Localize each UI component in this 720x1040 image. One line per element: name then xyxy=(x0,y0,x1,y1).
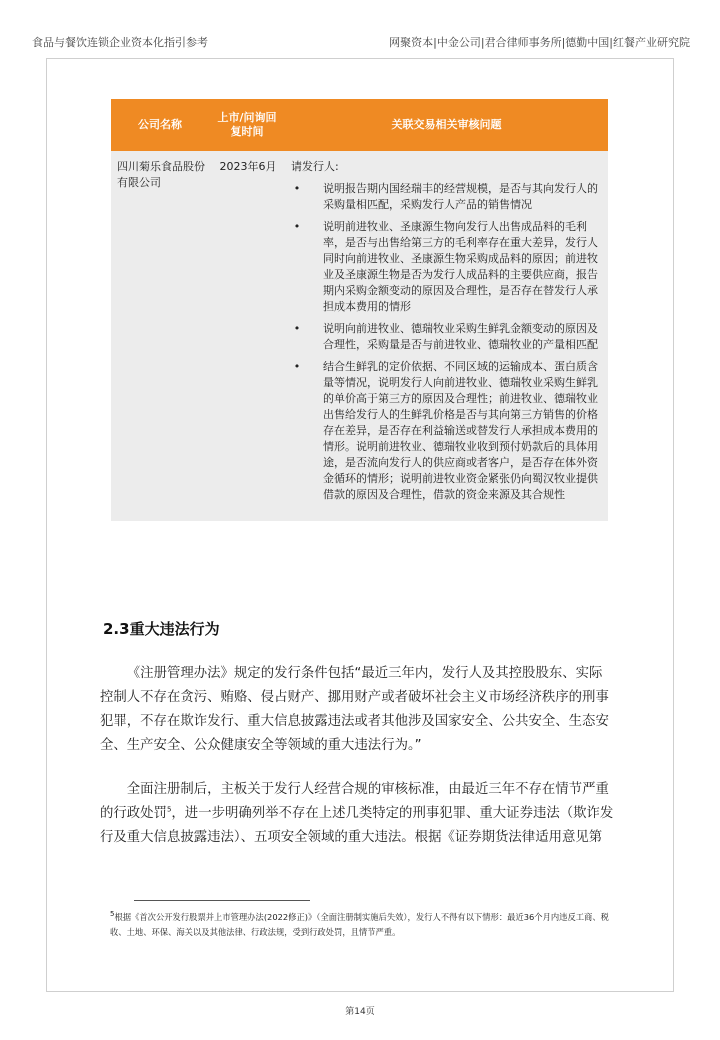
footnote-marker: 5 xyxy=(110,910,115,919)
footnote-text: 根据《首次公开发行股票并上市管理办法(2022修正)》（全面注册制实施后失效），发行人不得有以下情形：最近36个月内违反工商、税收、土地、环保、海关以及其他法律、行政法规，受到行政处罚，且情节严重。 xyxy=(110,912,609,937)
list-item-text: 说明向前进牧业、德瑞牧业采购生鲜乳金额变动的原因及合理性，采购量是否与前进牧业、德瑞牧业的产量相匹配 xyxy=(323,322,598,351)
cell-issues xyxy=(285,151,608,521)
body-paragraph-2 xyxy=(100,778,615,850)
footnote-reference[interactable]: 5 xyxy=(166,805,172,814)
header-review-issues: 关联交易相关审核问题 xyxy=(285,99,608,151)
header-listing-time: 上市/问询回复时间 xyxy=(209,99,285,151)
cell-company: 四川菊乐食品股份有限公司 xyxy=(111,151,209,521)
list-item xyxy=(291,359,604,503)
bullet-icon: • xyxy=(293,360,301,373)
list-item xyxy=(291,219,604,315)
body-paragraph-1: 《注册管理办法》规定的发行条件包括“最近三年内，发行人及其控股股东、实际控制人不存在贪污、贿赂、侵占财产、挪用财产或者破坏社会主义市场经济秩序的刑事犯罪，不存在欺诈发行、重大信息披露违法或者其他涉及国家安全、公共安全、生态安全、生产安全、公众健康安全等领域的重大违法行为。” xyxy=(100,666,609,753)
cell-time: 2023年6月 xyxy=(209,151,285,521)
footnote xyxy=(110,910,615,940)
issues-intro: 请发行人: xyxy=(291,160,339,173)
paragraph-text-part-1: 全面注册制后，主板关于发行人经营合规的审核标准，由最近三年不存在情节严重的行政处罚 xyxy=(100,782,609,821)
list-item-text: 说明报告期内国经瑞丰的经营规模，是否与其向发行人的采购量相匹配，采购发行人产品的销售情况 xyxy=(323,182,598,211)
page-header xyxy=(32,34,690,54)
list-item xyxy=(291,181,604,213)
header-left-title: 食品与餐饮连锁企业资本化指引参考 xyxy=(32,36,208,49)
header-right-title: 网聚资本|中金公司|君合律师事务所|德勤中国|红餐产业研究院 xyxy=(389,36,690,49)
paragraph-text-part-2: ，进一步明确列举不存在上述几类特定的刑事犯罪、重大证券违法（欺诈发行及重大信息披露违法）、五项安全领域的重大违法。根据《证券期货法律适用意见第 xyxy=(100,806,614,845)
list-item-text: 结合生鲜乳的定价依据、不同区域的运输成本、蛋白质含量等情况，说明发行人向前进牧业、德瑞牧业采购生鲜乳的单价高于第三方的原因及合理性；前进牧业、德瑞牧业出售给发行人的生鲜乳价格是否与其向第三方销售的价格存在差异，是否存在利益输送或替发行人承担成本费用的情形。说明前进牧业、德瑞牧业收到预付奶款后的具体用途，是否流向发行人的供应商或者客户，是否存在体外资金循环的情形；说明前进牧业资金紧张仍向蜀汉牧业提供借款的原因及合理性，借款的资金来源及其合规性 xyxy=(323,360,598,501)
issues-list xyxy=(291,181,604,503)
page-number: 第14页 xyxy=(345,1007,375,1017)
section-title: 2.3重大违法行为 xyxy=(103,620,220,638)
list-item xyxy=(291,321,604,353)
footnote-divider xyxy=(134,900,310,901)
related-transactions-table xyxy=(111,99,608,521)
bullet-icon: • xyxy=(293,182,301,195)
bullet-icon: • xyxy=(293,322,301,335)
list-item-text: 说明前进牧业、圣康源生物向发行人出售成品料的毛利率，是否与出售给第三方的毛利率存在重大差异，发行人同时向前进牧业、圣康源生物采购成品料的原因；前进牧业及圣康源生物是否为发行人成品料的主要供应商，报告期内采购金额变动的原因及合理性，是否存在替发行人承担成本费用的情形 xyxy=(323,220,598,313)
bullet-icon: • xyxy=(293,220,301,233)
table-row xyxy=(111,151,608,521)
header-company-name: 公司名称 xyxy=(111,99,209,151)
